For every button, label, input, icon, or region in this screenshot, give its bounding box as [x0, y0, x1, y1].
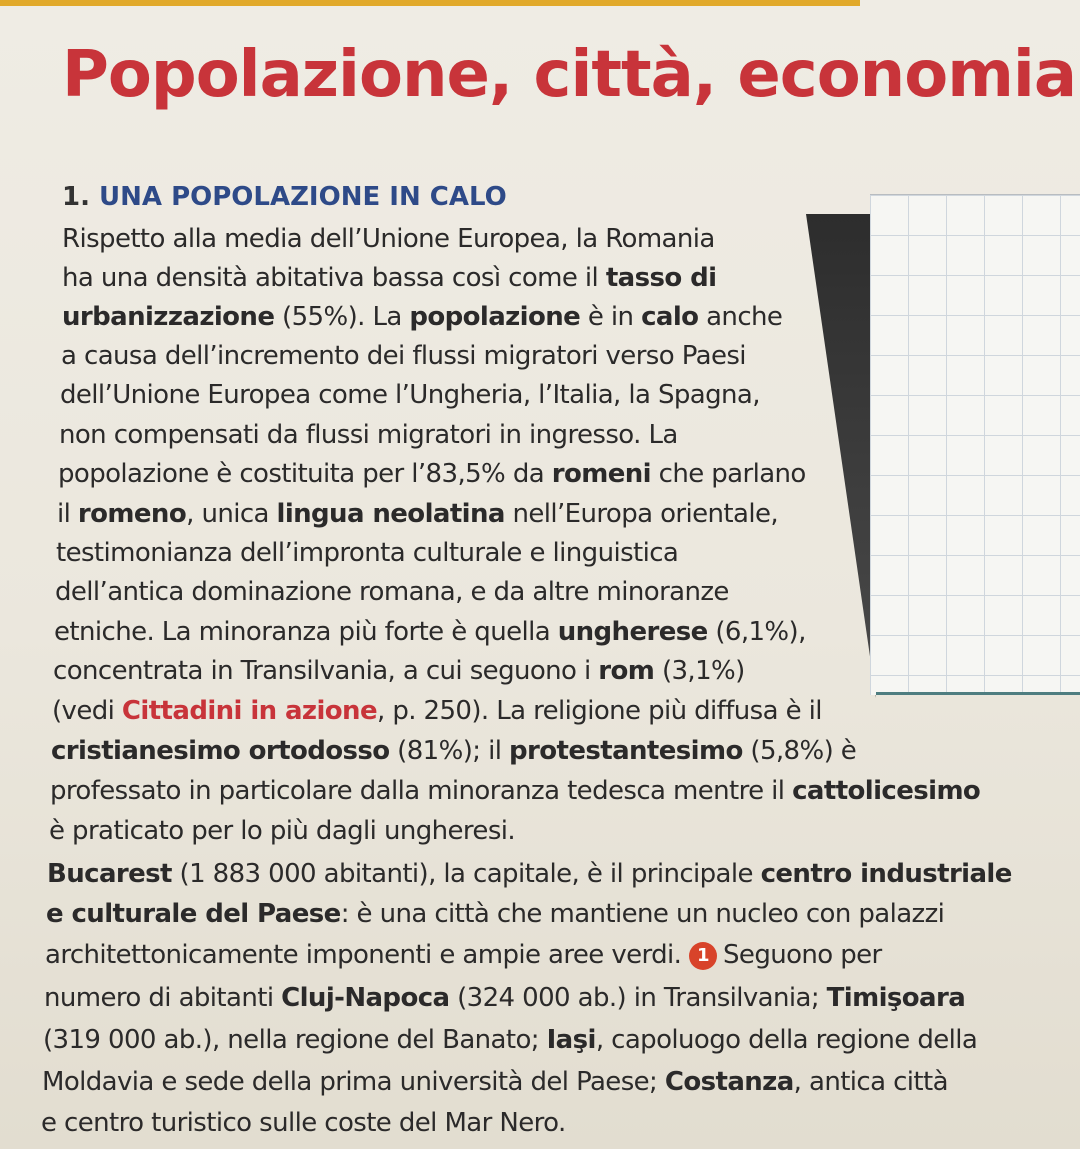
text-run: anche	[698, 302, 783, 332]
text-line	[54, 615, 806, 649]
text-run: dell’Unione Europea come l’Ungheria, l’Italia, la Spagna,	[60, 380, 760, 410]
text-run: Rispetto alla media dell’Unione Europea, la Romania	[62, 224, 715, 254]
photo-shadow	[806, 214, 876, 698]
text-line	[45, 938, 882, 972]
text-line	[60, 378, 760, 412]
text-line	[58, 457, 806, 491]
bold-term: calo	[641, 302, 699, 332]
top-color-strip	[0, 0, 860, 6]
bold-term: popolazione	[409, 302, 581, 332]
text-line	[51, 734, 856, 768]
bold-term: cristianesimo ortodosso	[51, 736, 390, 766]
text-run: (324 000 ab.) in Transilvania;	[449, 983, 827, 1013]
text-run: (3,1%)	[654, 656, 745, 686]
text-line	[50, 774, 980, 808]
figure-ref-badge[interactable]: 1	[689, 942, 717, 970]
text-run: concentrata in Transilvania, a cui seguono i	[53, 656, 599, 686]
bold-term: romeno	[77, 499, 187, 529]
text-run: (5,8%) è	[742, 736, 857, 766]
text-run: Seguono per	[723, 940, 882, 970]
text-run: che parlano	[650, 459, 806, 489]
text-run: ha una densità abitativa bassa così come il	[62, 263, 606, 293]
text-line	[53, 654, 745, 688]
text-line	[43, 1023, 977, 1057]
bold-term: tasso di	[605, 263, 717, 293]
text-run: (6,1%),	[707, 617, 806, 647]
grid-paper-image	[870, 194, 1080, 695]
bold-term: cattolicesimo	[792, 776, 981, 806]
bold-term: rom	[598, 656, 655, 686]
bold-term: Iaşi	[546, 1025, 596, 1055]
text-line	[47, 857, 1012, 891]
text-line	[59, 418, 678, 452]
section-title: UNA POPOLAZIONE IN CALO	[99, 182, 507, 212]
bold-term: Cluj-Napoca	[281, 983, 450, 1013]
page-title: Popolazione, città, economia	[62, 38, 1076, 112]
text-run: testimonianza dell’impronta culturale e linguistica	[56, 538, 679, 568]
bold-term: Timişoara	[826, 983, 966, 1013]
bold-term: centro industriale	[760, 859, 1012, 889]
text-run: , unica	[186, 499, 277, 529]
text-run: il	[57, 499, 78, 529]
text-run: etniche. La minoranza più forte è quella	[54, 617, 558, 647]
text-run: popolazione è costituita per l’83,5% da	[58, 459, 552, 489]
bold-term: Costanza	[664, 1067, 794, 1097]
text-line	[62, 261, 716, 295]
bold-term: urbanizzazione	[62, 302, 275, 332]
text-run: architettonicamente imponenti e ampie aree verdi.	[45, 940, 690, 970]
text-run: numero di abitanti	[44, 983, 282, 1013]
text-run: , p. 250). La religione più diffusa è il	[376, 696, 822, 726]
cittadini-in-azione-link[interactable]: Cittadini in azione	[121, 696, 377, 726]
text-line	[42, 1065, 948, 1099]
bold-term: ungherese	[557, 617, 708, 647]
text-line	[62, 222, 715, 256]
text-line	[57, 497, 778, 531]
text-run: (vedi	[52, 696, 122, 726]
section-heading	[62, 182, 507, 212]
text-line	[52, 694, 822, 728]
text-run: nell’Europa orientale,	[504, 499, 779, 529]
text-run: è in	[580, 302, 642, 332]
text-line	[44, 981, 965, 1015]
text-run: non compensati da flussi migratori in ingresso. La	[59, 420, 678, 450]
photo-edge	[876, 692, 1080, 695]
text-line	[46, 897, 944, 931]
bold-term: protestantesimo	[509, 736, 743, 766]
text-run: è praticato per lo più dagli ungheresi.	[49, 816, 516, 846]
bold-term: e culturale del Paese	[46, 899, 341, 929]
text-line	[56, 536, 678, 570]
text-run: dell’antica dominazione romana, e da altre minoranze	[55, 577, 729, 607]
text-run: , capoluogo della regione della	[595, 1025, 978, 1055]
photo-thumbnail	[806, 186, 1080, 706]
text-run: (319 000 ab.), nella regione del Banato;	[43, 1025, 547, 1055]
text-line	[55, 575, 729, 609]
bold-term: romeni	[551, 459, 651, 489]
text-line	[49, 814, 515, 848]
text-run: (1 883 000 abitanti), la capitale, è il principale	[171, 859, 761, 889]
bold-term: Bucarest	[47, 859, 172, 889]
text-line	[61, 339, 746, 373]
text-run: (81%); il	[389, 736, 509, 766]
text-run: e centro turistico sulle coste del Mar Nero.	[41, 1108, 566, 1138]
section-number: 1.	[62, 182, 90, 212]
text-run: (55%). La	[274, 302, 410, 332]
text-run: Moldavia e sede della prima università del Paese;	[42, 1067, 665, 1097]
bold-term: lingua neolatina	[276, 499, 505, 529]
text-line	[41, 1106, 566, 1140]
text-run: : è una città che mantiene un nucleo con palazzi	[340, 899, 945, 929]
text-run: , antica città	[793, 1067, 948, 1097]
text-run: a causa dell’incremento dei flussi migratori verso Paesi	[61, 341, 746, 371]
text-run: professato in particolare dalla minoranza tedesca mentre il	[50, 776, 793, 806]
text-line	[62, 300, 782, 334]
